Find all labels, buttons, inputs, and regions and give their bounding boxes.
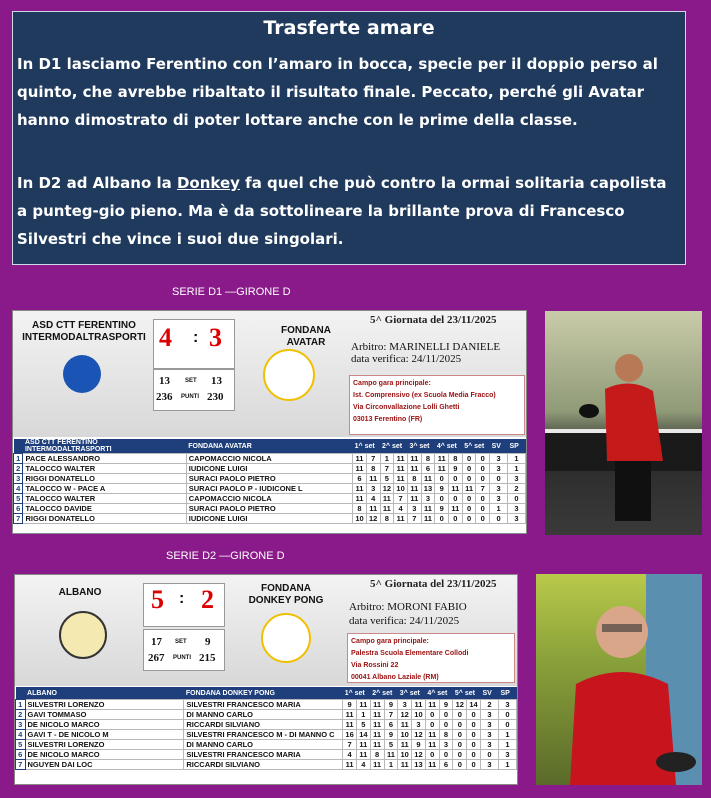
away-team-name: FONDANA DONKEY PONG xyxy=(248,583,324,606)
away-set: 9 xyxy=(205,636,211,648)
table-cell: 9 xyxy=(343,700,357,710)
table-cell: 10 xyxy=(394,484,408,494)
table-cell: 4 xyxy=(356,760,370,770)
table-cell: 8 xyxy=(370,750,384,760)
table-header: 3^ set xyxy=(398,687,426,700)
table-cell: 0 xyxy=(425,750,439,760)
table-cell: 11 xyxy=(384,750,398,760)
fondana-logo-icon xyxy=(261,613,311,663)
table-cell: 0 xyxy=(453,740,467,750)
table-cell: 0 xyxy=(462,464,476,474)
table-cell: 11 xyxy=(353,494,367,504)
table-cell: 1 xyxy=(16,700,26,710)
table-cell: SILVESTRI LORENZO xyxy=(25,700,184,710)
table-cell: 0 xyxy=(476,474,490,484)
table-cell: 1 xyxy=(508,454,526,464)
table-header: FONDANA AVATAR xyxy=(186,439,352,454)
table-cell: 3 xyxy=(421,494,435,504)
table-row xyxy=(16,760,517,770)
table-header: 2^ set xyxy=(380,439,407,454)
section-label-d2: SERIE D2 —GIRONE D xyxy=(166,550,285,562)
results-table-d1 xyxy=(13,439,526,524)
table-cell: 3 xyxy=(498,750,516,760)
table-cell: 11 xyxy=(366,474,380,484)
table-cell: CAPOMACCIO NICOLA xyxy=(186,454,352,464)
table-header: SP xyxy=(508,439,526,454)
table-cell: 0 xyxy=(476,514,490,524)
table-cell: 3 xyxy=(412,720,426,730)
table-row xyxy=(14,454,526,464)
table-cell: 0 xyxy=(467,720,481,730)
table-cell: 9 xyxy=(439,700,453,710)
table-row xyxy=(14,464,526,474)
table-cell: 11 xyxy=(425,740,439,750)
table-cell: 11 xyxy=(425,730,439,740)
table-cell: 8 xyxy=(407,474,421,484)
table-cell: 16 xyxy=(343,730,357,740)
table-cell: 6 xyxy=(421,464,435,474)
table-cell: 0 xyxy=(453,730,467,740)
table-cell: 0 xyxy=(462,494,476,504)
table-cell: 12 xyxy=(398,710,412,720)
home-team-name: ALBANO xyxy=(58,587,102,598)
table-cell: 0 xyxy=(480,750,498,760)
table-cell: 0 xyxy=(435,514,449,524)
table-cell: 3 xyxy=(508,514,526,524)
data-verifica: data verifica: 24/11/2025 xyxy=(351,353,462,365)
table-cell: 1 xyxy=(384,760,398,770)
table-cell: 10 xyxy=(398,730,412,740)
table-tennis-player-image xyxy=(545,311,702,535)
table-cell: 3 xyxy=(480,710,498,720)
table-cell: SILVESTRI LORENZO xyxy=(25,740,184,750)
table-cell: 0 xyxy=(467,750,481,760)
table-row xyxy=(14,504,526,514)
table-cell: 12 xyxy=(453,700,467,710)
table-cell: 11 xyxy=(356,700,370,710)
table-cell: 5 xyxy=(384,740,398,750)
campo-gara: Campo gara principale: Palestra Scuola Elementare Collodi Via Rossini 22 00041 Albano Laziale (RM) xyxy=(347,633,515,683)
table-cell: 3 xyxy=(480,730,498,740)
table-cell: 0 xyxy=(508,494,526,504)
table-cell: 0 xyxy=(467,730,481,740)
table-cell: 0 xyxy=(449,514,463,524)
ping-pong-logo-icon xyxy=(63,355,101,393)
table-cell: 7 xyxy=(380,464,394,474)
data-verifica: data verifica: 24/11/2025 xyxy=(349,615,460,627)
table-cell: 3 xyxy=(14,474,23,484)
table-cell: DE NICOLO MARCO xyxy=(25,720,184,730)
table-cell: SURACI PAOLO PIETRO xyxy=(186,504,352,514)
table-cell: 10 xyxy=(353,514,367,524)
table-cell: TALOCCO W - PACE A xyxy=(23,484,186,494)
table-cell: 9 xyxy=(449,464,463,474)
table-cell: 0 xyxy=(425,710,439,720)
table-cell: 12 xyxy=(412,730,426,740)
table-cell: 7 xyxy=(343,740,357,750)
table-cell: 11 xyxy=(398,720,412,730)
table-cell: 6 xyxy=(353,474,367,484)
table-cell: 0 xyxy=(439,710,453,720)
table-header: SP xyxy=(498,687,516,700)
table-cell: 6 xyxy=(439,760,453,770)
table-cell: 0 xyxy=(439,720,453,730)
table-cell: 11 xyxy=(394,514,408,524)
table-cell: 2 xyxy=(14,464,23,474)
table-cell: 11 xyxy=(449,504,463,514)
table-cell: 3 xyxy=(366,484,380,494)
table-cell: 3 xyxy=(407,504,421,514)
table-cell: 5 xyxy=(16,740,26,750)
table-cell: SURACI PAOLO P - IUDICONE L xyxy=(186,484,352,494)
table-cell: 11 xyxy=(366,504,380,514)
table-cell: 3 xyxy=(480,720,498,730)
table-cell: 7 xyxy=(366,454,380,464)
table-header: 5^ set xyxy=(453,687,481,700)
table-cell: 11 xyxy=(380,494,394,504)
table-cell: 0 xyxy=(490,474,508,484)
table-cell: 11 xyxy=(394,454,408,464)
table-cell: 7 xyxy=(394,494,408,504)
table-cell: 11 xyxy=(356,740,370,750)
table-cell: 7 xyxy=(476,484,490,494)
table-cell: 3 xyxy=(490,464,508,474)
table-cell: TALOCCO WALTER xyxy=(23,464,186,474)
table-cell: 13 xyxy=(412,760,426,770)
table-cell: 7 xyxy=(16,760,26,770)
table-cell: 13 xyxy=(421,484,435,494)
table-cell: 4 xyxy=(366,494,380,504)
table-cell: 11 xyxy=(353,454,367,464)
table-cell: PACE ALESSANDRO xyxy=(23,454,186,464)
away-punti: 215 xyxy=(199,652,216,664)
table-header: 5^ set xyxy=(462,439,489,454)
table-cell: 5 xyxy=(356,720,370,730)
table-cell: CAPOMACCIO NICOLA xyxy=(186,494,352,504)
table-cell: 11 xyxy=(421,504,435,514)
table-cell: 14 xyxy=(356,730,370,740)
table-cell: 2 xyxy=(508,484,526,494)
table-cell: RIGGI DONATELLO xyxy=(23,474,186,484)
table-cell: 8 xyxy=(439,730,453,740)
table-cell: 10 xyxy=(412,710,426,720)
table-cell: 5 xyxy=(14,494,23,504)
table-row xyxy=(14,474,526,484)
table-cell: TALOCCO DAVIDE xyxy=(23,504,186,514)
table-cell: 1 xyxy=(490,504,508,514)
table-cell: 11 xyxy=(412,700,426,710)
table-header: 1^ set xyxy=(353,439,380,454)
table-header: FONDANA DONKEY PONG xyxy=(184,687,343,700)
table-cell: 0 xyxy=(476,504,490,514)
away-punti: 230 xyxy=(207,391,224,403)
table-cell: 9 xyxy=(435,484,449,494)
table-cell: 3 xyxy=(16,720,26,730)
table-cell: 11 xyxy=(380,504,394,514)
table-cell: 0 xyxy=(462,474,476,484)
albano-logo-icon xyxy=(59,611,107,659)
table-cell: 2 xyxy=(16,710,26,720)
giornata: 5^ Giornata del 23/11/2025 xyxy=(370,578,497,590)
table-cell: 0 xyxy=(467,740,481,750)
article-paragraph-2: In D2 ad Albano la Donkey fa quel che può contro la ormai solitaria capolista a punteg-gio pieno. Ma è da sottolineare la brillante prova di Francesco Silvestri che vince i suoi due singolari. xyxy=(17,174,667,248)
table-cell: 11 xyxy=(449,484,463,494)
table-cell: 11 xyxy=(425,700,439,710)
table-cell: 11 xyxy=(370,740,384,750)
table-cell: 11 xyxy=(398,740,412,750)
table-header: ASD CTT FERENTINO INTERMODALTRASPORTI xyxy=(23,439,186,454)
table-cell: 0 xyxy=(498,710,516,720)
table-cell: 0 xyxy=(498,720,516,730)
table-cell: 1 xyxy=(380,454,394,464)
table-cell: 11 xyxy=(435,454,449,464)
table-cell: 11 xyxy=(353,464,367,474)
table-cell: 8 xyxy=(353,504,367,514)
table-cell: SILVESTRI FRANCESCO MARIA xyxy=(184,750,343,760)
table-cell: 6 xyxy=(384,720,398,730)
away-team-name: FONDANA AVATAR xyxy=(281,325,331,348)
table-header: 4^ set xyxy=(435,439,462,454)
table-cell: 3 xyxy=(480,760,498,770)
table-cell: 0 xyxy=(476,454,490,464)
table-cell: RIGGI DONATELLO xyxy=(23,514,186,524)
table-cell: 0 xyxy=(476,494,490,504)
table-cell: 11 xyxy=(462,484,476,494)
table-cell: 11 xyxy=(353,484,367,494)
donkey-underlined: Donkey xyxy=(176,174,240,192)
arbitro: Arbitro: MARINELLI DANIELE xyxy=(351,341,501,353)
table-row xyxy=(14,494,526,504)
table-cell: 3 xyxy=(508,474,526,484)
table-cell: 4 xyxy=(343,750,357,760)
table-cell: 3 xyxy=(398,700,412,710)
table-cell: 8 xyxy=(421,454,435,464)
table-cell: 8 xyxy=(366,464,380,474)
table-header: SV xyxy=(480,687,498,700)
campo-gara: Campo gara principale: Ist. Comprensivo (ex Scuola Media Fracco) Via Circonvallazione Lolli Ghetti 03013 Ferentino (FR) xyxy=(349,375,525,435)
table-cell: 11 xyxy=(407,454,421,464)
table-cell: 1 xyxy=(14,454,23,464)
table-cell: DE NICOLO MARCO xyxy=(25,750,184,760)
table-cell: 3 xyxy=(490,484,508,494)
table-cell: SILVESTRI FRANCESCO M - DI MANNO C xyxy=(184,730,343,740)
table-cell: 3 xyxy=(480,740,498,750)
table-cell: 8 xyxy=(380,514,394,524)
giornata: 5^ Giornata del 23/11/2025 xyxy=(370,314,497,326)
table-cell: 11 xyxy=(356,750,370,760)
table-cell: DI MANNO CARLO xyxy=(184,740,343,750)
table-cell: RICCARDI SILVIANO xyxy=(184,760,343,770)
player-photo-d2 xyxy=(536,574,702,785)
home-set: 13 xyxy=(159,375,170,387)
table-cell: 0 xyxy=(490,514,508,524)
away-score: 3 xyxy=(209,323,222,352)
table-tennis-player-image xyxy=(536,574,702,785)
table-cell: 0 xyxy=(462,504,476,514)
table-cell: 1 xyxy=(508,464,526,474)
table-header: 2^ set xyxy=(370,687,398,700)
table-cell: 11 xyxy=(370,730,384,740)
table-cell: 10 xyxy=(398,750,412,760)
table-cell: 11 xyxy=(370,710,384,720)
table-cell: 3 xyxy=(498,700,516,710)
table-header: ALBANO xyxy=(25,687,184,700)
table-header: 4^ set xyxy=(425,687,453,700)
table-cell: 0 xyxy=(476,464,490,474)
table-cell: 0 xyxy=(453,720,467,730)
table-cell: 2 xyxy=(480,700,498,710)
table-cell: 0 xyxy=(449,494,463,504)
table-cell: 0 xyxy=(453,760,467,770)
article-paragraph-1: In D1 lasciamo Ferentino con l’amaro in bocca, specie per il doppio perso al quinto, che avrebbe ribaltato il risultato finale. Peccato, perché gli Avatar hanno dimostrato di poter lottare anche con le prime della classe. xyxy=(17,55,658,129)
table-cell: IUDICONE LUIGI xyxy=(186,514,352,524)
article-title: Trasferte amare xyxy=(263,17,435,39)
table-cell: TALOCCO WALTER xyxy=(23,494,186,504)
table-cell: 0 xyxy=(462,514,476,524)
table-cell: 11 xyxy=(343,760,357,770)
table-cell: 6 xyxy=(16,750,26,760)
results-table-d2 xyxy=(15,687,517,770)
table-cell: 11 xyxy=(435,464,449,474)
table-cell: 11 xyxy=(407,464,421,474)
home-score: 4 xyxy=(159,323,172,352)
table-cell: 7 xyxy=(407,514,421,524)
table-cell: 12 xyxy=(366,514,380,524)
table-cell: 11 xyxy=(370,720,384,730)
table-cell: SILVESTRI FRANCESCO MARIA xyxy=(184,700,343,710)
table-cell: 3 xyxy=(508,504,526,514)
table-row xyxy=(16,700,517,710)
table-row xyxy=(16,750,517,760)
table-cell: 6 xyxy=(14,504,23,514)
table-cell: 11 xyxy=(425,760,439,770)
table-cell: 11 xyxy=(421,514,435,524)
table-cell: 8 xyxy=(449,454,463,464)
table-cell: 0 xyxy=(449,474,463,484)
table-cell: 11 xyxy=(370,760,384,770)
home-score: 5 xyxy=(151,585,164,614)
table-cell: 1 xyxy=(498,760,516,770)
scoreboard-d1: ASD CTT FERENTINO INTERMODALTRASPORTI FONDANA AVATAR 4 : 3 13 SET 13 236 PUNTI 230 5^ Giornata del 23/11/2025 Arbitro: MARINELLI DANIELE data verifica: 24/11/2025 Campo gara principale: Ist. Comprensivo (ex Scuola Media Fracco) Via Circonvallazione Lolli Ghetti 03013 Ferentino (FR) ASD CTT FERENTINO INTERMODALTRASPORTI FONDANA AVATAR 1^ set 2^ set 3^ set 4^ set 5^ set SV SP 1 PACE ALESSANDRO CAPOMACCIO NICOLA 11 7 1 11 11 8 11 8 0 0 3 1 2 TALOCCO WALTER IUDICONE LUIGI 11 8 7 11 11 6 11 9 0 0 3 1 3 RIGGI DONATELLO SURACI PAOLO PIETRO 6 11 5 11 8 11 0 0 0 0 0 3 4 TALOCCO W - PACE A SURACI PAOLO P - IUDICONE L 11 3 12 10 11 13 9 11 11 7 3 2 5 TALOCCO WALTER CAPOMACCIO NICOLA 11 4 11 7 11 3 0 0 0 0 3 0 6 TALOCCO DAVIDE SURACI PAOLO PIETRO 8 11 11 4 3 11 9 11 0 0 1 3 7 RIGGI DONATELLO IUDICONE LUIGI 10 12 8 11 7 11 0 0 0 0 0 3 xyxy=(12,310,527,534)
table-row xyxy=(14,484,526,494)
table-cell: 9 xyxy=(412,740,426,750)
table-cell: 0 xyxy=(467,760,481,770)
table-cell: DI MANNO CARLO xyxy=(184,710,343,720)
table-row xyxy=(16,710,517,720)
table-row xyxy=(16,730,517,740)
table-cell: GAVI T - DE NICOLO M xyxy=(25,730,184,740)
table-cell: RICCARDI SILVIANO xyxy=(184,720,343,730)
table-cell: 11 xyxy=(370,700,384,710)
table-cell: 0 xyxy=(453,710,467,720)
table-cell: 0 xyxy=(439,750,453,760)
arbitro: Arbitro: MORONI FABIO xyxy=(349,601,467,613)
table-cell: GAVI TOMMASO xyxy=(25,710,184,720)
table-cell: 11 xyxy=(394,464,408,474)
table-cell: 7 xyxy=(14,514,23,524)
section-label-d1: SERIE D1 —GIRONE D xyxy=(172,286,291,298)
table-cell: 11 xyxy=(343,720,357,730)
table-header: 1^ set xyxy=(343,687,371,700)
table-cell: 11 xyxy=(407,484,421,494)
table-cell: 3 xyxy=(490,494,508,504)
table-cell: 5 xyxy=(380,474,394,484)
home-set: 17 xyxy=(151,636,162,648)
home-punti: 236 xyxy=(156,391,173,403)
table-cell: 4 xyxy=(16,730,26,740)
table-cell: 0 xyxy=(467,710,481,720)
table-cell: 7 xyxy=(384,710,398,720)
table-cell: 4 xyxy=(14,484,23,494)
table-cell: 4 xyxy=(394,504,408,514)
table-row xyxy=(16,740,517,750)
article-box xyxy=(12,11,686,265)
table-cell: 0 xyxy=(435,494,449,504)
table-cell: SURACI PAOLO PIETRO xyxy=(186,474,352,484)
table-header: SV xyxy=(490,439,508,454)
fondana-logo-icon xyxy=(263,349,315,401)
scoreboard-d2: ALBANO FONDANA DONKEY PONG 5 : 2 17 SET 9 267 PUNTI 215 5^ Giornata del 23/11/2025 Arbitro: MORONI FABIO data verifica: 24/11/2025 Campo gara principale: Palestra Scuola Elementare Collodi Via Rossini 22 00041 Albano Laziale (RM) ALBANO FONDANA DONKEY PONG 1^ set 2^ set 3^ set 4^ set 5^ set SV SP 1 SILVESTRI LORENZO SILVESTRI FRANCESCO MARIA 9 11 11 9 3 11 11 9 12 14 2 3 2 GAVI TOMMASO DI MANNO CARLO 11 1 11 7 12 10 0 0 0 0 3 0 3 DE NICOLO MARCO RICCARDI SILVIANO 11 5 11 6 11 3 0 0 0 0 3 0 4 GAVI T - DE NICOLO M SILVESTRI FRANCESCO M - DI MANNO C 16 14 11 9 10 12 11 8 0 0 3 1 5 SILVESTRI LORENZO DI MANNO CARLO 7 11 11 5 11 9 11 3 0 0 3 1 6 DE NICOLO MARCO SILVESTRI FRANCESCO MARIA 4 11 8 11 10 12 0 0 0 0 0 3 7 NGUYEN DAI LOC RICCARDI SILVIANO 11 4 11 1 11 13 11 6 0 0 3 1 xyxy=(14,574,518,785)
player-photo-d1 xyxy=(545,311,702,535)
table-cell: 0 xyxy=(435,474,449,484)
table-cell: 3 xyxy=(439,740,453,750)
table-row xyxy=(16,720,517,730)
table-cell: 11 xyxy=(407,494,421,504)
table-cell: 1 xyxy=(498,740,516,750)
away-score: 2 xyxy=(201,585,214,614)
table-cell: 0 xyxy=(453,750,467,760)
table-cell: 12 xyxy=(412,750,426,760)
table-cell: 11 xyxy=(343,710,357,720)
table-cell: 11 xyxy=(398,760,412,770)
table-cell: 11 xyxy=(421,474,435,484)
table-row xyxy=(14,514,526,524)
table-cell: 1 xyxy=(356,710,370,720)
home-punti: 267 xyxy=(148,652,165,664)
table-cell: 12 xyxy=(380,484,394,494)
table-cell: 1 xyxy=(498,730,516,740)
table-cell: 9 xyxy=(435,504,449,514)
table-cell: 3 xyxy=(490,454,508,464)
table-cell: 9 xyxy=(384,700,398,710)
table-cell: 0 xyxy=(462,454,476,464)
table-cell: 0 xyxy=(425,720,439,730)
table-cell: IUDICONE LUIGI xyxy=(186,464,352,474)
table-header: 3^ set xyxy=(407,439,434,454)
table-cell: 9 xyxy=(384,730,398,740)
home-team-name: ASD CTT FERENTINO INTERMODALTRASPORTI xyxy=(22,320,146,343)
table-cell: 11 xyxy=(394,474,408,484)
table-cell: 14 xyxy=(467,700,481,710)
table-cell: NGUYEN DAI LOC xyxy=(25,760,184,770)
away-set: 13 xyxy=(211,375,222,387)
